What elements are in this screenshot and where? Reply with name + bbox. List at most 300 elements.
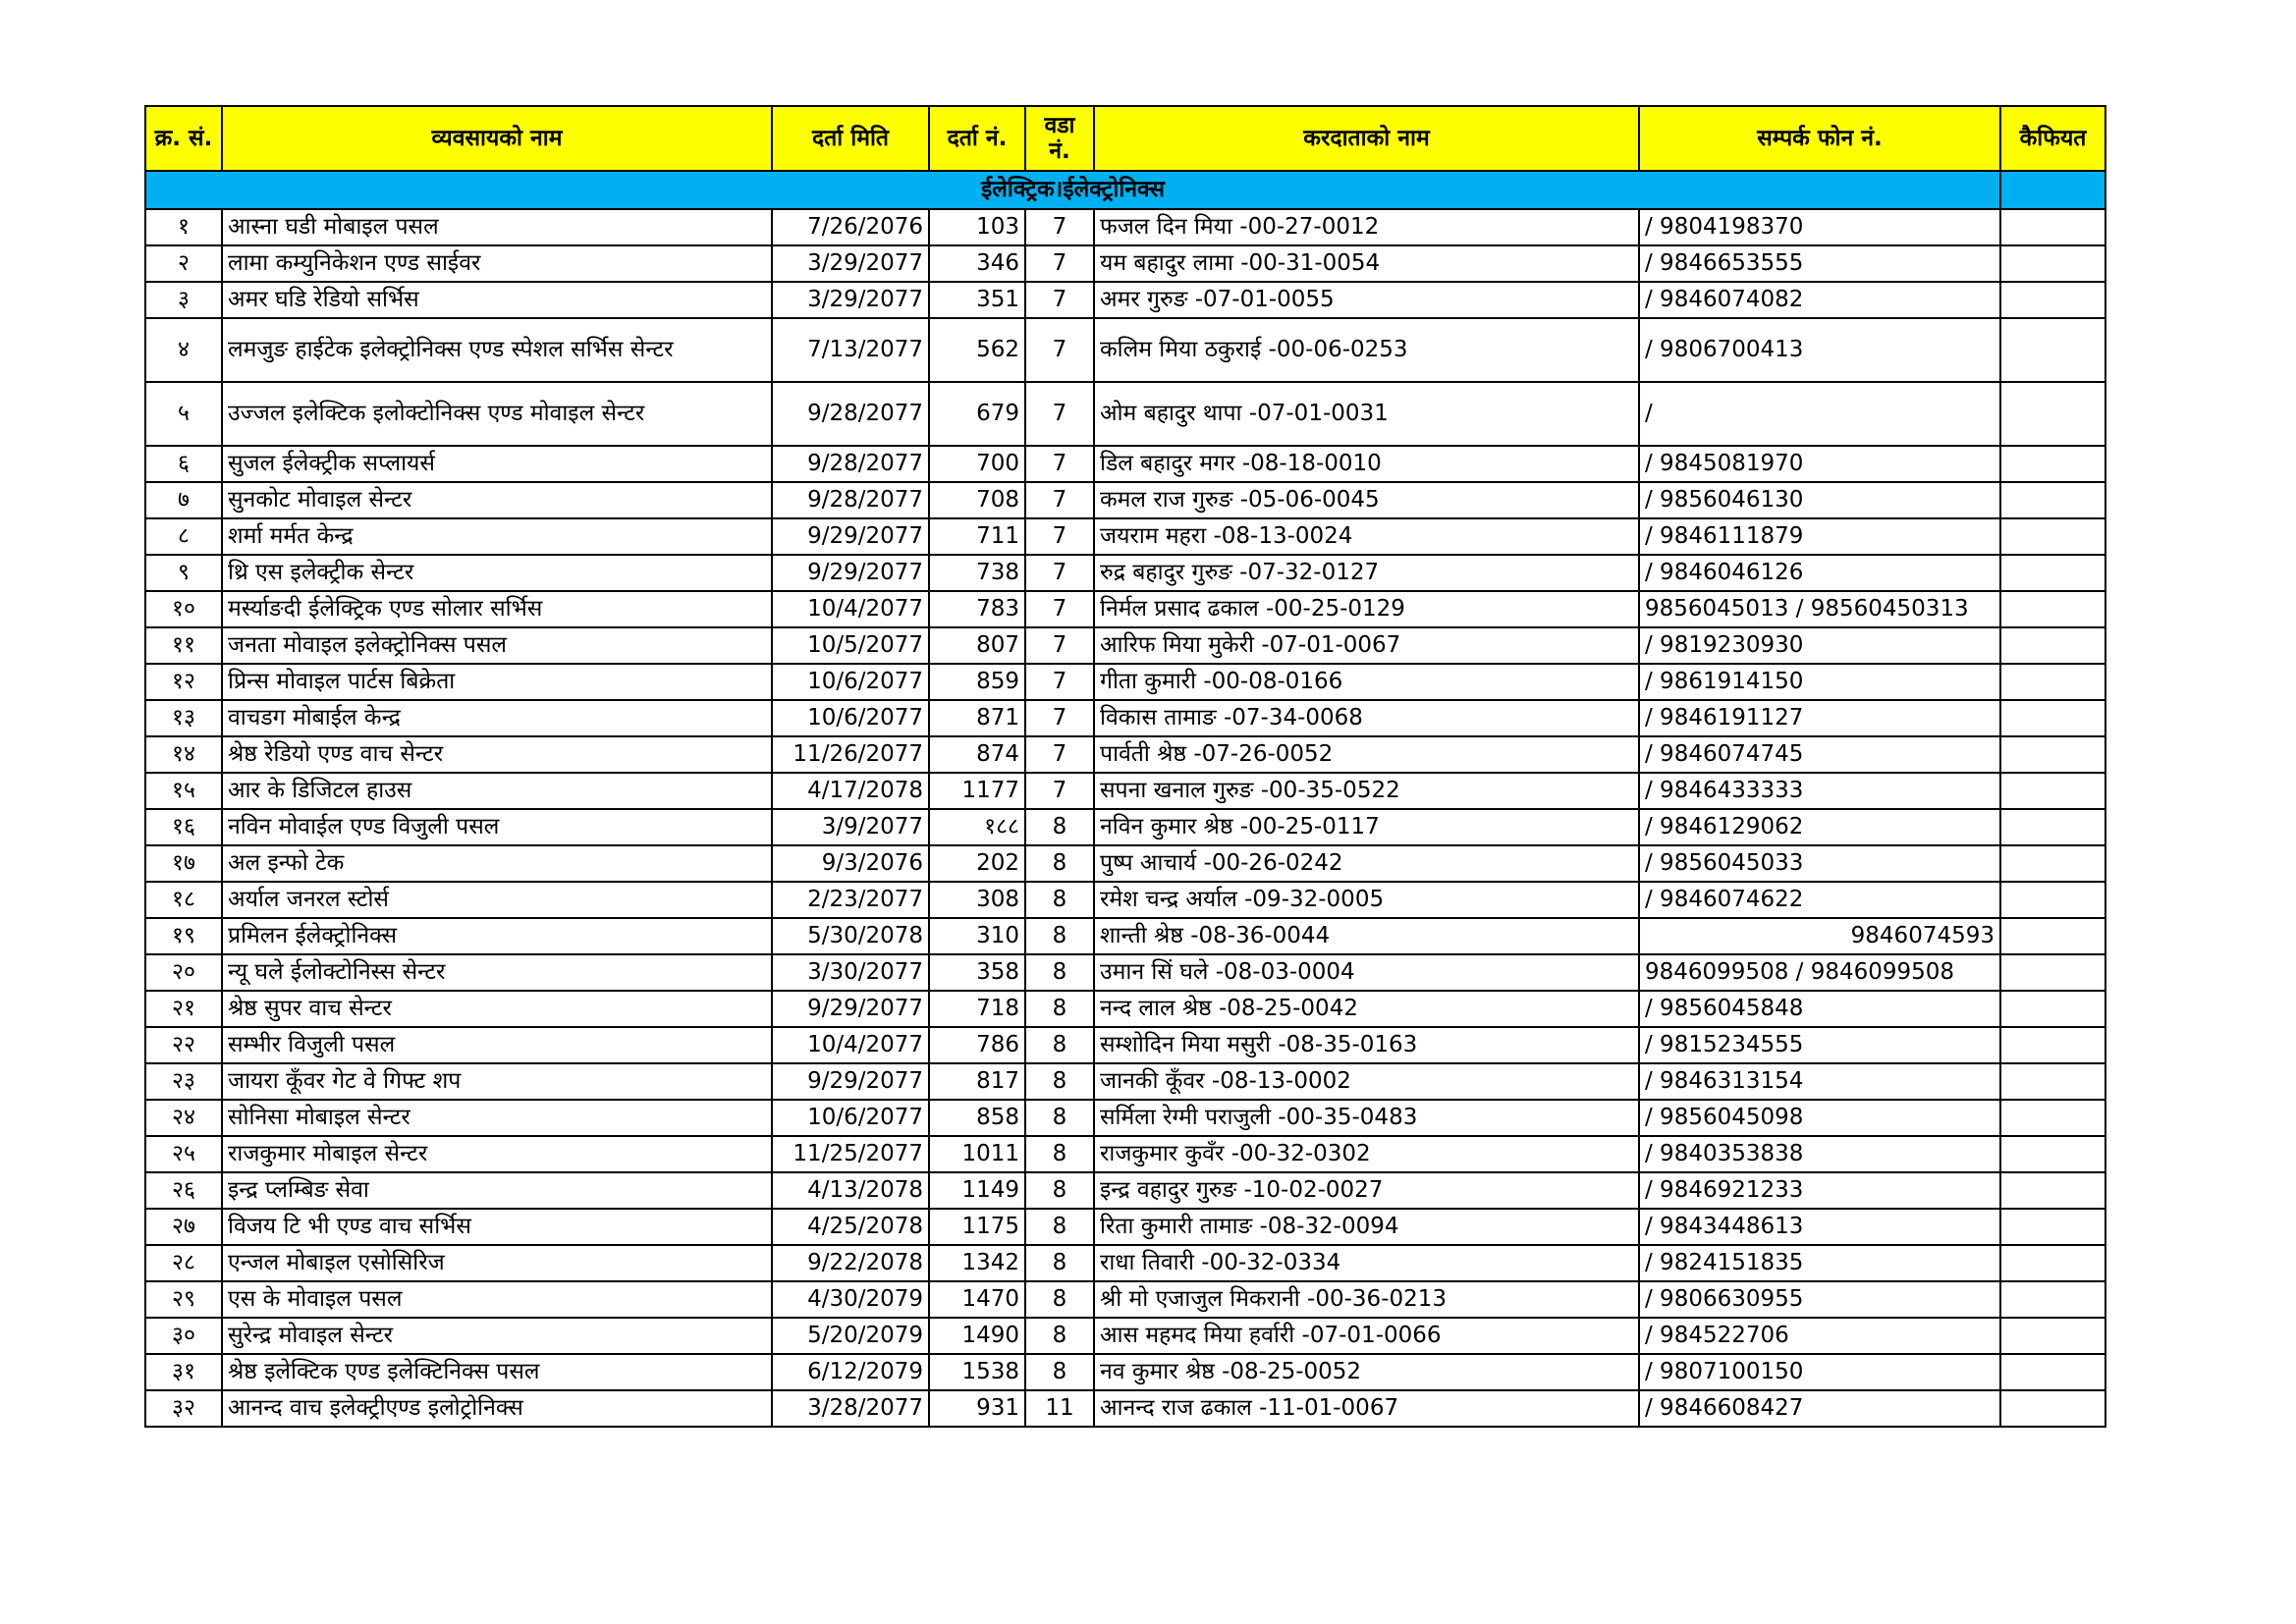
cell-business-name: आनन्द वाच इलेक्ट्रीएण्ड इलोट्रोनिक्स xyxy=(222,1390,772,1427)
cell-reg-no: 1175 xyxy=(929,1209,1025,1245)
cell-phone: / 9846074622 xyxy=(1639,882,2000,918)
cell-remarks xyxy=(2000,1172,2105,1209)
cell-remarks xyxy=(2000,809,2105,845)
cell-ward: 8 xyxy=(1025,1027,1094,1063)
cell-phone: / 9819230930 xyxy=(1639,627,2000,664)
cell-reg-date: 4/13/2078 xyxy=(772,1172,929,1209)
cell-phone: / 9840353838 xyxy=(1639,1136,2000,1172)
table-row xyxy=(145,591,2105,627)
cell-ward: 7 xyxy=(1025,209,1094,245)
cell-sn: ८ xyxy=(145,518,222,555)
table-row xyxy=(145,664,2105,700)
cell-business-name: आस्ना घडी मोबाइल पसल xyxy=(222,209,772,245)
cell-taxpayer: गीता कुमारी -00-08-0166 xyxy=(1094,664,1639,700)
cell-phone: 9856045013 / 98560450313 xyxy=(1639,591,2000,627)
cell-sn: १३ xyxy=(145,700,222,736)
cell-taxpayer: अमर गुरुङ -07-01-0055 xyxy=(1094,282,1639,318)
cell-ward: 7 xyxy=(1025,482,1094,518)
cell-remarks xyxy=(2000,882,2105,918)
cell-reg-no: 931 xyxy=(929,1390,1025,1427)
table-row xyxy=(145,245,2105,282)
cell-business-name: नविन मोवाईल एण्ड विजुली पसल xyxy=(222,809,772,845)
table-row xyxy=(145,882,2105,918)
cell-phone: / 9846653555 xyxy=(1639,245,2000,282)
cell-taxpayer: यम बहादुर लामा -00-31-0054 xyxy=(1094,245,1639,282)
cell-phone: / 9856045098 xyxy=(1639,1100,2000,1136)
header-reg-no: दर्ता नं. xyxy=(929,106,1025,171)
cell-remarks xyxy=(2000,1100,2105,1136)
cell-reg-no: 807 xyxy=(929,627,1025,664)
cell-business-name: विजय टि भी एण्ड वाच सर्भिस xyxy=(222,1209,772,1245)
cell-remarks xyxy=(2000,773,2105,809)
table-row xyxy=(145,736,2105,773)
cell-business-name: सम्भीर विजुली पसल xyxy=(222,1027,772,1063)
cell-remarks xyxy=(2000,1136,2105,1172)
cell-ward: 8 xyxy=(1025,1063,1094,1100)
table-row xyxy=(145,482,2105,518)
cell-business-name: सोनिसा मोबाइल सेन्टर xyxy=(222,1100,772,1136)
cell-remarks xyxy=(2000,1318,2105,1354)
cell-ward: 7 xyxy=(1025,446,1094,482)
table-row xyxy=(145,918,2105,954)
cell-ward: 11 xyxy=(1025,1390,1094,1427)
table-row xyxy=(145,991,2105,1027)
cell-reg-no: १८८ xyxy=(929,809,1025,845)
cell-sn: १९ xyxy=(145,918,222,954)
cell-taxpayer: सर्मिला रेग्मी पराजुली -00-35-0483 xyxy=(1094,1100,1639,1136)
cell-reg-no: 202 xyxy=(929,845,1025,882)
cell-sn: २२ xyxy=(145,1027,222,1063)
cell-remarks xyxy=(2000,282,2105,318)
cell-taxpayer: पुष्प आचार्य -00-26-0242 xyxy=(1094,845,1639,882)
cell-phone: / 9807100150 xyxy=(1639,1354,2000,1390)
cell-reg-date: 3/29/2077 xyxy=(772,245,929,282)
cell-business-name: एस के मोवाइल पसल xyxy=(222,1281,772,1318)
cell-phone: / 9806700413 xyxy=(1639,318,2000,382)
cell-taxpayer: रमेश चन्द्र अर्याल -09-32-0005 xyxy=(1094,882,1639,918)
cell-ward: 8 xyxy=(1025,1172,1094,1209)
table-row xyxy=(145,209,2105,245)
cell-reg-date: 7/13/2077 xyxy=(772,318,929,382)
cell-business-name: श्रेष्ठ सुपर वाच सेन्टर xyxy=(222,991,772,1027)
cell-reg-date: 4/17/2078 xyxy=(772,773,929,809)
cell-remarks xyxy=(2000,482,2105,518)
cell-remarks xyxy=(2000,954,2105,991)
cell-sn: १ xyxy=(145,209,222,245)
cell-sn: २३ xyxy=(145,1063,222,1100)
cell-ward: 7 xyxy=(1025,736,1094,773)
cell-business-name: थ्रि एस इलेक्ट्रीक सेन्टर xyxy=(222,555,772,591)
cell-sn: ३ xyxy=(145,282,222,318)
table-row xyxy=(145,700,2105,736)
cell-taxpayer: सम्शोदिन मिया मसुरी -08-35-0163 xyxy=(1094,1027,1639,1063)
cell-sn: ३२ xyxy=(145,1390,222,1427)
cell-remarks xyxy=(2000,664,2105,700)
cell-phone: / 984522706 xyxy=(1639,1318,2000,1354)
cell-business-name: प्रिन्स मोवाइल पार्टस बिक्रेता xyxy=(222,664,772,700)
cell-taxpayer: आनन्द राज ढकाल -11-01-0067 xyxy=(1094,1390,1639,1427)
cell-reg-no: 786 xyxy=(929,1027,1025,1063)
table-row xyxy=(145,954,2105,991)
cell-ward: 8 xyxy=(1025,1136,1094,1172)
cell-phone: / 9846129062 xyxy=(1639,809,2000,845)
cell-business-name: अल इन्फो टेक xyxy=(222,845,772,882)
cell-taxpayer: श्री मो एजाजुल मिकरानी -00-36-0213 xyxy=(1094,1281,1639,1318)
cell-phone: / 9846433333 xyxy=(1639,773,2000,809)
cell-taxpayer: राधा तिवारी -00-32-0334 xyxy=(1094,1245,1639,1281)
cell-taxpayer: फजल दिन मिया -00-27-0012 xyxy=(1094,209,1639,245)
cell-reg-no: 1342 xyxy=(929,1245,1025,1281)
cell-reg-no: 817 xyxy=(929,1063,1025,1100)
cell-remarks xyxy=(2000,1281,2105,1318)
cell-remarks xyxy=(2000,382,2105,446)
cell-remarks xyxy=(2000,1063,2105,1100)
cell-business-name: शर्मा मर्मत केन्द्र xyxy=(222,518,772,555)
cell-reg-no: 346 xyxy=(929,245,1025,282)
cell-remarks xyxy=(2000,991,2105,1027)
cell-taxpayer: विकास तामाङ -07-34-0068 xyxy=(1094,700,1639,736)
cell-taxpayer: इन्द्र वहादुर गुरुङ -10-02-0027 xyxy=(1094,1172,1639,1209)
cell-reg-no: 859 xyxy=(929,664,1025,700)
table-row xyxy=(145,1245,2105,1281)
cell-remarks xyxy=(2000,209,2105,245)
cell-ward: 8 xyxy=(1025,1245,1094,1281)
business-register-table xyxy=(144,105,2106,1428)
cell-ward: 7 xyxy=(1025,627,1094,664)
cell-ward: 7 xyxy=(1025,382,1094,446)
cell-ward: 8 xyxy=(1025,954,1094,991)
cell-sn: ४ xyxy=(145,318,222,382)
cell-taxpayer: ओम बहादुर थापा -07-01-0031 xyxy=(1094,382,1639,446)
cell-taxpayer: शान्ती श्रेष्ठ -08-36-0044 xyxy=(1094,918,1639,954)
cell-remarks xyxy=(2000,736,2105,773)
header-sn: क्र. सं. xyxy=(145,106,222,171)
cell-business-name: अर्याल जनरल स्टोर्स xyxy=(222,882,772,918)
table-row xyxy=(145,809,2105,845)
cell-phone: / 9815234555 xyxy=(1639,1027,2000,1063)
cell-reg-no: 1177 xyxy=(929,773,1025,809)
cell-remarks xyxy=(2000,1390,2105,1427)
cell-reg-date: 6/12/2079 xyxy=(772,1354,929,1390)
table-row xyxy=(145,845,2105,882)
cell-remarks xyxy=(2000,1354,2105,1390)
cell-taxpayer: नव कुमार श्रेष्ठ -08-25-0052 xyxy=(1094,1354,1639,1390)
cell-phone: / 9824151835 xyxy=(1639,1245,2000,1281)
cell-sn: २० xyxy=(145,954,222,991)
cell-sn: १४ xyxy=(145,736,222,773)
cell-ward: 8 xyxy=(1025,1209,1094,1245)
cell-business-name: प्रमिलन ईलेक्ट्रोनिक्स xyxy=(222,918,772,954)
cell-ward: 8 xyxy=(1025,1354,1094,1390)
cell-reg-no: 708 xyxy=(929,482,1025,518)
table-row xyxy=(145,1027,2105,1063)
cell-taxpayer: निर्मल प्रसाद ढकाल -00-25-0129 xyxy=(1094,591,1639,627)
cell-taxpayer: आस महमद मिया हर्वारी -07-01-0066 xyxy=(1094,1318,1639,1354)
cell-remarks xyxy=(2000,318,2105,382)
cell-phone: / 9845081970 xyxy=(1639,446,2000,482)
cell-ward: 7 xyxy=(1025,555,1094,591)
cell-sn: २ xyxy=(145,245,222,282)
cell-sn: १६ xyxy=(145,809,222,845)
cell-reg-no: 562 xyxy=(929,318,1025,382)
table-row xyxy=(145,282,2105,318)
cell-ward: 8 xyxy=(1025,882,1094,918)
cell-phone: 9846099508 / 9846099508 xyxy=(1639,954,2000,991)
cell-reg-no: 1011 xyxy=(929,1136,1025,1172)
table-row xyxy=(145,1354,2105,1390)
cell-remarks xyxy=(2000,446,2105,482)
cell-reg-date: 7/26/2076 xyxy=(772,209,929,245)
cell-phone: / xyxy=(1639,382,2000,446)
cell-ward: 7 xyxy=(1025,700,1094,736)
cell-reg-date: 11/26/2077 xyxy=(772,736,929,773)
cell-ward: 7 xyxy=(1025,245,1094,282)
section-title: ईलेक्ट्रिक।ईलेक्ट्रोनिक्स xyxy=(145,171,2000,209)
cell-phone: / 9846313154 xyxy=(1639,1063,2000,1100)
cell-business-name: न्यू घले ईलोक्टोनिस्स सेन्टर xyxy=(222,954,772,991)
cell-taxpayer: पार्वती श्रेष्ठ -07-26-0052 xyxy=(1094,736,1639,773)
cell-reg-no: 103 xyxy=(929,209,1025,245)
cell-remarks xyxy=(2000,518,2105,555)
cell-sn: १७ xyxy=(145,845,222,882)
cell-sn: २४ xyxy=(145,1100,222,1136)
cell-remarks xyxy=(2000,555,2105,591)
cell-reg-no: 351 xyxy=(929,282,1025,318)
cell-business-name: श्रेष्ठ रेडियो एण्ड वाच सेन्टर xyxy=(222,736,772,773)
cell-reg-no: 871 xyxy=(929,700,1025,736)
cell-business-name: राजकुमार मोबाइल सेन्टर xyxy=(222,1136,772,1172)
cell-sn: ९ xyxy=(145,555,222,591)
cell-phone: / 9846111879 xyxy=(1639,518,2000,555)
cell-reg-no: 718 xyxy=(929,991,1025,1027)
cell-reg-date: 10/5/2077 xyxy=(772,627,929,664)
cell-business-name: जायरा कूँवर गेट वे गिफ्ट शप xyxy=(222,1063,772,1100)
table-row xyxy=(145,1172,2105,1209)
table-row xyxy=(145,1063,2105,1100)
cell-phone: / 9846046126 xyxy=(1639,555,2000,591)
cell-ward: 7 xyxy=(1025,518,1094,555)
cell-reg-date: 2/23/2077 xyxy=(772,882,929,918)
cell-reg-date: 9/28/2077 xyxy=(772,482,929,518)
cell-remarks xyxy=(2000,1245,2105,1281)
cell-reg-date: 9/29/2077 xyxy=(772,518,929,555)
cell-business-name: श्रेष्ठ इलेक्टिक एण्ड इलेक्टिनिक्स पसल xyxy=(222,1354,772,1390)
cell-ward: 7 xyxy=(1025,282,1094,318)
cell-reg-date: 9/28/2077 xyxy=(772,382,929,446)
cell-reg-date: 4/25/2078 xyxy=(772,1209,929,1245)
header-reg-date: दर्ता मिति xyxy=(772,106,929,171)
cell-ward: 8 xyxy=(1025,1281,1094,1318)
cell-remarks xyxy=(2000,245,2105,282)
cell-phone: / 9806630955 xyxy=(1639,1281,2000,1318)
cell-sn: ११ xyxy=(145,627,222,664)
cell-ward: 8 xyxy=(1025,1318,1094,1354)
cell-taxpayer: नन्द लाल श्रेष्ठ -08-25-0042 xyxy=(1094,991,1639,1027)
cell-taxpayer: आरिफ मिया मुकेरी -07-01-0067 xyxy=(1094,627,1639,664)
cell-taxpayer: जयराम महरा -08-13-0024 xyxy=(1094,518,1639,555)
cell-phone: / 9861914150 xyxy=(1639,664,2000,700)
cell-sn: २६ xyxy=(145,1172,222,1209)
cell-reg-date: 9/28/2077 xyxy=(772,446,929,482)
cell-taxpayer: नविन कुमार श्रेष्ठ -00-25-0117 xyxy=(1094,809,1639,845)
header-ward: वडा नं. xyxy=(1025,106,1094,171)
header-phone: सम्पर्क फोन नं. xyxy=(1639,106,2000,171)
cell-sn: २९ xyxy=(145,1281,222,1318)
cell-business-name: लामा कम्युनिकेशन एण्ड साईवर xyxy=(222,245,772,282)
cell-reg-date: 9/29/2077 xyxy=(772,1063,929,1100)
cell-sn: ७ xyxy=(145,482,222,518)
cell-taxpayer: डिल बहादुर मगर -08-18-0010 xyxy=(1094,446,1639,482)
cell-reg-no: 874 xyxy=(929,736,1025,773)
cell-reg-date: 9/29/2077 xyxy=(772,991,929,1027)
table-row xyxy=(145,1136,2105,1172)
table-row xyxy=(145,518,2105,555)
table-row xyxy=(145,1100,2105,1136)
cell-remarks xyxy=(2000,845,2105,882)
cell-sn: २५ xyxy=(145,1136,222,1172)
cell-reg-no: 711 xyxy=(929,518,1025,555)
cell-business-name: वाचडग मोबाईल केन्द्र xyxy=(222,700,772,736)
cell-reg-date: 9/22/2078 xyxy=(772,1245,929,1281)
table-row xyxy=(145,318,2105,382)
cell-taxpayer: सपना खनाल गुरुङ -00-35-0522 xyxy=(1094,773,1639,809)
cell-sn: १२ xyxy=(145,664,222,700)
cell-business-name: इन्द्र प्लम्बिङ सेवा xyxy=(222,1172,772,1209)
cell-sn: १० xyxy=(145,591,222,627)
cell-reg-date: 11/25/2077 xyxy=(772,1136,929,1172)
cell-remarks xyxy=(2000,627,2105,664)
cell-ward: 7 xyxy=(1025,773,1094,809)
cell-sn: २१ xyxy=(145,991,222,1027)
cell-phone: / 9846921233 xyxy=(1639,1172,2000,1209)
cell-business-name: आर के डिजिटल हाउस xyxy=(222,773,772,809)
section-row xyxy=(145,171,2105,209)
cell-taxpayer: रिता कुमारी तामाङ -08-32-0094 xyxy=(1094,1209,1639,1245)
cell-reg-date: 5/30/2078 xyxy=(772,918,929,954)
cell-sn: ३० xyxy=(145,1318,222,1354)
section-remarks-cell xyxy=(2000,171,2105,209)
cell-sn: १८ xyxy=(145,882,222,918)
cell-reg-date: 9/29/2077 xyxy=(772,555,929,591)
table-row xyxy=(145,1390,2105,1427)
cell-reg-date: 3/9/2077 xyxy=(772,809,929,845)
table-row xyxy=(145,773,2105,809)
cell-reg-no: 679 xyxy=(929,382,1025,446)
cell-phone: / 9804198370 xyxy=(1639,209,2000,245)
cell-phone: / 9856045033 xyxy=(1639,845,2000,882)
cell-taxpayer: राजकुमार कुवँर -00-32-0302 xyxy=(1094,1136,1639,1172)
cell-sn: ६ xyxy=(145,446,222,482)
cell-reg-date: 5/20/2079 xyxy=(772,1318,929,1354)
cell-taxpayer: रुद्र बहादुर गुरुङ -07-32-0127 xyxy=(1094,555,1639,591)
cell-phone: / 9856046130 xyxy=(1639,482,2000,518)
cell-reg-no: 310 xyxy=(929,918,1025,954)
cell-reg-date: 10/6/2077 xyxy=(772,700,929,736)
cell-sn: २७ xyxy=(145,1209,222,1245)
cell-sn: ३१ xyxy=(145,1354,222,1390)
cell-reg-date: 10/4/2077 xyxy=(772,591,929,627)
cell-ward: 8 xyxy=(1025,809,1094,845)
cell-phone: / 9846074745 xyxy=(1639,736,2000,773)
cell-reg-no: 1538 xyxy=(929,1354,1025,1390)
cell-phone: / 9856045848 xyxy=(1639,991,2000,1027)
cell-reg-date: 10/6/2077 xyxy=(772,664,929,700)
cell-reg-no: 738 xyxy=(929,555,1025,591)
cell-phone: / 9846608427 xyxy=(1639,1390,2000,1427)
cell-reg-date: 10/6/2077 xyxy=(772,1100,929,1136)
cell-phone: 9846074593 xyxy=(1639,918,2000,954)
cell-business-name: मर्स्याङदी ईलेक्ट्रिक एण्ड सोलार सर्भिस xyxy=(222,591,772,627)
cell-ward: 7 xyxy=(1025,591,1094,627)
cell-business-name: अमर घडि रेडियो सर्भिस xyxy=(222,282,772,318)
cell-sn: २८ xyxy=(145,1245,222,1281)
cell-business-name: उज्जल इलेक्टिक इलोक्टोनिक्स एण्ड मोवाइल सेन्टर xyxy=(222,382,772,446)
cell-remarks xyxy=(2000,591,2105,627)
table-row xyxy=(145,627,2105,664)
cell-business-name: सुरेन्द्र मोवाइल सेन्टर xyxy=(222,1318,772,1354)
cell-reg-date: 3/29/2077 xyxy=(772,282,929,318)
table-row xyxy=(145,446,2105,482)
cell-reg-date: 4/30/2079 xyxy=(772,1281,929,1318)
header-business-name: व्यवसायको नाम xyxy=(222,106,772,171)
table-row xyxy=(145,1318,2105,1354)
cell-reg-no: 858 xyxy=(929,1100,1025,1136)
cell-remarks xyxy=(2000,918,2105,954)
cell-reg-no: 1470 xyxy=(929,1281,1025,1318)
cell-sn: १५ xyxy=(145,773,222,809)
cell-ward: 7 xyxy=(1025,318,1094,382)
cell-reg-no: 700 xyxy=(929,446,1025,482)
cell-sn: ५ xyxy=(145,382,222,446)
table-row xyxy=(145,555,2105,591)
cell-business-name: लमजुङ हाईटेक इलेक्ट्रोनिक्स एण्ड स्पेशल सर्भिस सेन्टर xyxy=(222,318,772,382)
table-row xyxy=(145,382,2105,446)
cell-remarks xyxy=(2000,700,2105,736)
header-taxpayer: करदाताको नाम xyxy=(1094,106,1639,171)
table-row xyxy=(145,1281,2105,1318)
cell-reg-date: 9/3/2076 xyxy=(772,845,929,882)
cell-phone: / 9843448613 xyxy=(1639,1209,2000,1245)
cell-reg-date: 10/4/2077 xyxy=(772,1027,929,1063)
cell-taxpayer: उमान सिं घले -08-03-0004 xyxy=(1094,954,1639,991)
cell-reg-date: 3/28/2077 xyxy=(772,1390,929,1427)
cell-business-name: सुनकोट मोवाइल सेन्टर xyxy=(222,482,772,518)
cell-taxpayer: कलिम मिया ठकुराई -00-06-0253 xyxy=(1094,318,1639,382)
cell-taxpayer: कमल राज गुरुङ -05-06-0045 xyxy=(1094,482,1639,518)
cell-reg-no: 308 xyxy=(929,882,1025,918)
cell-ward: 7 xyxy=(1025,664,1094,700)
cell-reg-date: 3/30/2077 xyxy=(772,954,929,991)
cell-taxpayer: जानकी कूँवर -08-13-0002 xyxy=(1094,1063,1639,1100)
cell-ward: 8 xyxy=(1025,991,1094,1027)
cell-remarks xyxy=(2000,1209,2105,1245)
cell-ward: 8 xyxy=(1025,1100,1094,1136)
cell-business-name: सुजल ईलेक्ट्रीक सप्लायर्स xyxy=(222,446,772,482)
cell-reg-no: 358 xyxy=(929,954,1025,991)
cell-ward: 8 xyxy=(1025,845,1094,882)
cell-reg-no: 1149 xyxy=(929,1172,1025,1209)
cell-ward: 8 xyxy=(1025,918,1094,954)
header-remarks: कैफियत xyxy=(2000,106,2105,171)
cell-phone: / 9846074082 xyxy=(1639,282,2000,318)
header-row xyxy=(145,106,2105,171)
cell-phone: / 9846191127 xyxy=(1639,700,2000,736)
cell-business-name: जनता मोवाइल इलेक्ट्रोनिक्स पसल xyxy=(222,627,772,664)
cell-business-name: एन्जल मोबाइल एसोसिरिज xyxy=(222,1245,772,1281)
table-row xyxy=(145,1209,2105,1245)
cell-reg-no: 1490 xyxy=(929,1318,1025,1354)
cell-remarks xyxy=(2000,1027,2105,1063)
